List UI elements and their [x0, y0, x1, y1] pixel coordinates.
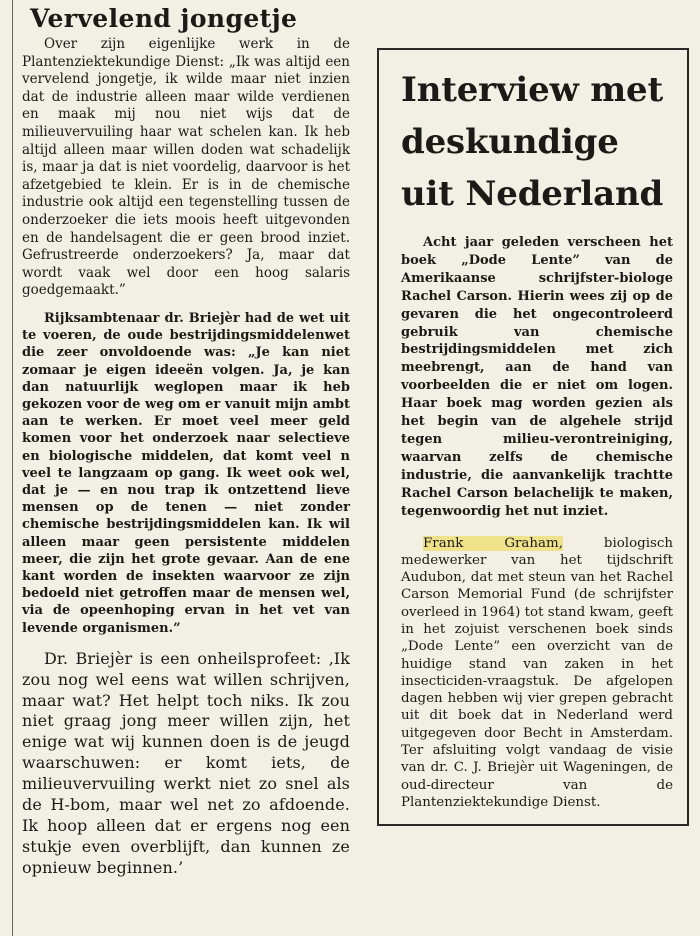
left-article-column [22, 4, 350, 879]
box-body-text: biologisch medewerker van het tijdschrift Audubon, dat met steun van het Rachel Carson Memorial Fund (de schrijfster overleed in 1964) tot stand kwam, geeft in het zojuist verschenen boek sinds „Dode Lente” een overzicht van de huidige stand van zaken in het insecticiden-vraagstuk. De afgelopen dagen hebben wij vier grepen gebracht uit dit boek dat in Nederland werd uitgegeven door Becht in Amsterdam. Ter afsluiting volgt vandaag de visie van dr. C. J. Briejèr uit Wageningen, de oud-directeur van de Plantenziektekundige Dienst. [401, 535, 673, 810]
box-lead-paragraph: Acht jaar geleden verscheen het boek „Dode Lente” van de Amerikaanse schrijfster-biologe Rachel Carson. Hierin wees zij op de gevaren die het ongecontroleerd gebruik van chemische bestrijdingsmiddelen met zich meebrengt, aan de hand van voorbeelden die er niet om logen. Haar boek mag worden gezien als het begin van de algehele strijd tegen milieu-verontreiniging, waarvan zelfs de chemische industrie, die aanvankelijk trachtte Rachel Carson belachelijk te maken, tegenwoordig het nut inziet. [401, 235, 673, 519]
article-paragraph-2: Rijksambtenaar dr. Briejèr had de wet uit te voeren, de oude bestrijdingsmiddelenwet die zeer onvoldoende was: „Je kan niet zomaar je eigen ideeën volgen. Ja, je kan dan natuurlijk weglopen maar ik heb gekozen voor de weg om er vanuit mijn ambt aan te werken. Er moet veel meer geld komen voor het onderzoek naar selectieve en biologische middelen, dat komt veel n veel te langzaam op gang. Ik weet ook wel, dat je — en nou trap ik ontzettend lieve mensen op de tenen — niet zonder chemische bestrijdingsmiddelen kan. Ik wil alleen maar geen persistente middelen meer, die zijn het grote gevaar. Aan de ene kant worden de insekten waarvoor ze zijn bedoeld niet getroffen maar de mensen wel, via de opeenhoping ervan in het vet van levende organismen.” [22, 310, 350, 636]
column-rule [12, 0, 13, 936]
box-title: Interview met deskundige uit Nederland [401, 70, 664, 214]
article-paragraph-3: Dr. Briejèr is een onheilsprofeet: ‚Ik zou nog wel eens wat willen schrijven, maar wat? Het helpt toch niks. Ik zou niet graag jong meer willen zijn, het enige wat wij kunnen doen is de jeugd waarschuwen: er komt iets, de milieuvervuiling werkt niet zo snel als de H-bom, maar wel net zo afdoende. Ik hoop alleen dat er ergens nog een stukje even overblijft, dan kunnen ze opnieuw beginnen.’ [22, 648, 350, 877]
intro-box [377, 48, 689, 826]
section-headline: Vervelend jongetje [30, 4, 298, 33]
box-body-paragraph [401, 535, 673, 812]
article-paragraph-1: Over zijn eigenlijke werk in de Plantenziektekundige Dienst: „Ik was altijd een vervelend jongetje, ik wilde maar niet inzien dat de industrie alleen maar wilde verdienen en maak mij nou niet wijs dat de milieuvervuiling haar wat schelen kan. Ik heb altijd alleen maar willen doden wat schadelijk is, maar ja dat is niet voordelig, daarvoor is het afzetgebied te klein. Er is in de chemische industrie ook altijd een tegenstelling tussen de onderzoeker die iets moois heeft uitgevonden en de handelsagent die er geen brood inziet. Gefrustreerde onderzoekers? Ja, maar dat wordt vaak wel door een hoog salaris goedgemaakt.” [22, 36, 350, 299]
highlighted-name: Frank Graham, [423, 535, 563, 551]
